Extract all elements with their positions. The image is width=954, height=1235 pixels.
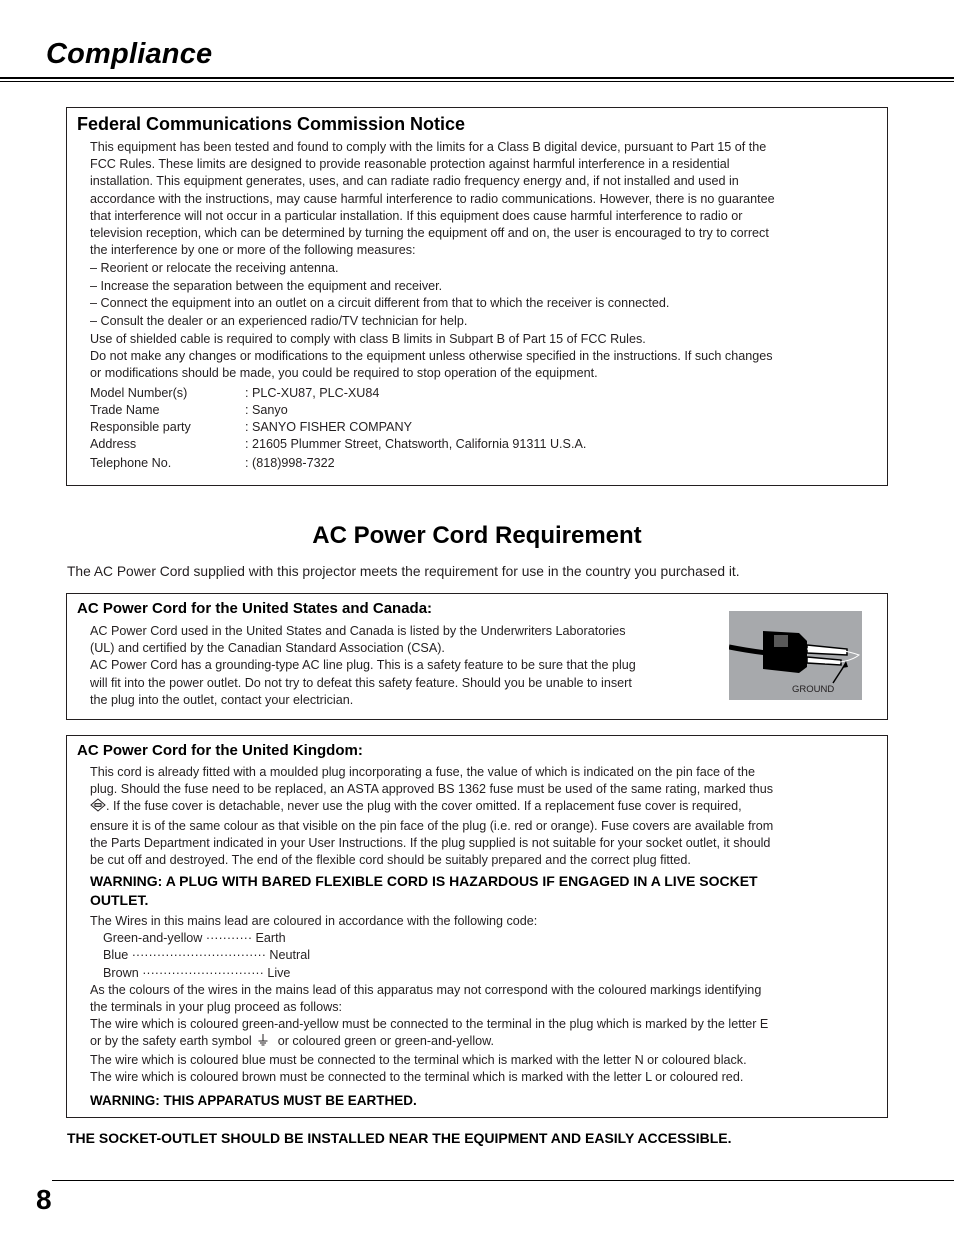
section-intro: The AC Power Cord supplied with this projector meets the requirement for use in the country you purchased it. <box>67 564 740 579</box>
info-value: : Sanyo <box>245 403 288 417</box>
us-cord-text <box>90 623 636 709</box>
info-value: : (818)998-7322 <box>245 456 335 470</box>
section-title: AC Power Cord Requirement <box>312 522 642 549</box>
page-number: 8 <box>36 1184 52 1215</box>
grounded-plug-image <box>729 611 862 700</box>
fcc-measures-list <box>90 260 669 330</box>
fcc-intro-line: installation. This equipment generates, uses, and can radiate radio frequency energy and, if not installed and used in <box>90 174 739 189</box>
uk-line: the terminals in your plug proceed as follows: <box>90 1000 343 1015</box>
uk-warning-earthed: WARNING: THIS APPARATUS MUST BE EARTHED. <box>90 1093 417 1108</box>
info-value: : 21605 Plummer Street, Chatsworth, California 91311 U.S.A. <box>245 437 587 451</box>
fcc-note-line: or modifications should be made, you could be required to stop operation of the equipment. <box>90 366 598 381</box>
uk-line: plug. Should the fuse need to be replaced, an ASTA approved BS 1362 fuse must be used of the same rating, marked thus <box>90 782 774 797</box>
page-title: Compliance <box>46 38 213 70</box>
info-label: Responsible party <box>90 420 191 434</box>
fcc-notes <box>90 331 773 383</box>
warning-line: WARNING: A PLUG WITH BARED FLEXIBLE CORD IS HAZARDOUS IF ENGAGED IN A LIVE SOCKET <box>90 873 758 889</box>
uk-warning-bared-cord <box>90 872 758 910</box>
fcc-note-line: Do not make any changes or modifications to the equipment unless otherwise specified in the instructions. If such changes <box>90 349 773 364</box>
us-cord-line: (UL) and certified by the Canadian Standard Association (CSA). <box>90 641 445 656</box>
list-item: Brown ····························· Live <box>103 965 291 980</box>
fcc-intro <box>90 139 775 259</box>
us-cord-line: AC Power Cord used in the United States and Canada is listed by the Underwriters Laboratories <box>90 624 626 638</box>
info-label: Address <box>90 437 137 451</box>
fcc-intro-line: FCC Rules. These limits are designed to provide reasonable protection against harmful interference in a residential <box>90 157 730 172</box>
uk-wires-text <box>90 913 768 1086</box>
uk-earth-text-before: or by the safety earth symbol <box>90 1034 252 1049</box>
fcc-notice-box <box>66 107 888 486</box>
uk-line: The wire which is coloured green-and-yellow must be connected to the terminal in the plug which is marked by the letter E <box>90 1017 769 1032</box>
uk-cord-title: AC Power Cord for the United Kingdom: <box>77 742 363 759</box>
info-value: : PLC-XU87, PLC-XU84 <box>245 386 380 400</box>
footer-rule <box>52 1180 954 1181</box>
warning-line: OUTLET. <box>90 892 149 908</box>
info-label: Trade Name <box>90 403 160 417</box>
uk-line: be cut off and destroyed. The end of the flexible cord should be suitably prepared and the correct plug fitted. <box>90 853 691 868</box>
us-cord-title: AC Power Cord for the United States and Canada: <box>77 600 433 617</box>
uk-line: The wire which is coloured blue must be connected to the terminal which is marked with the letter N or coloured black. <box>90 1052 747 1067</box>
fcc-intro-line: accordance with the instructions, may cause harmful interference to radio communications. However, there is no guarantee <box>90 191 775 206</box>
fcc-intro-line: the interference by one or more of the following measures: <box>90 243 416 258</box>
uk-earth-text-after: or coloured green or green-and-yellow. <box>277 1034 495 1049</box>
uk-line: ensure it is of the same colour as that visible on the pin face of the plug (i.e. red or orange). Fuse covers are available from <box>90 818 774 833</box>
list-item: – Reorient or relocate the receiving antenna. <box>90 261 339 275</box>
us-cord-box <box>66 593 888 720</box>
fcc-note-line: Use of shielded cable is required to comply with class B limits in Subpart B of Part 15 of FCC Rules. <box>90 332 646 346</box>
uk-line: As the colours of the wires in the mains lead of this apparatus may not correspond with the coloured markings identifying <box>90 982 762 997</box>
info-label: Model Number(s) <box>90 386 188 400</box>
uk-earth-line <box>90 1033 768 1051</box>
us-cord-line: will fit into the power outlet. Do not try to defeat this safety feature. Should you be unable to insert <box>90 675 632 690</box>
fuse-symbol-icon <box>90 798 106 817</box>
fcc-intro-line: This equipment has been tested and found to comply with the limits for a Class B digital device, pursuant to Part 15 of the <box>90 140 767 154</box>
wire-colour-list <box>90 930 768 982</box>
info-value: : SANYO FISHER COMPANY <box>245 420 413 434</box>
socket-outlet-notice: THE SOCKET-OUTLET SHOULD BE INSTALLED NEAR THE EQUIPMENT AND EASILY ACCESSIBLE. <box>67 1130 732 1146</box>
uk-wires-intro: The Wires in this mains lead are coloured in accordance with the following code: <box>90 914 538 928</box>
header-rule-thin <box>0 81 954 82</box>
uk-cord-box <box>66 735 888 1118</box>
uk-cord-text <box>90 764 773 869</box>
uk-fuse-text: . If the fuse cover is detachable, never use the plug with the cover omitted. If a replacement fuse cover is required, <box>106 799 742 814</box>
uk-line: The wire which is coloured brown must be connected to the terminal which is marked with the letter L or coloured red. <box>90 1069 744 1084</box>
list-item: Blue ································ Neutral <box>103 948 311 963</box>
list-item: Green-and-yellow ··········· Earth <box>103 931 286 946</box>
uk-fuse-line <box>90 798 773 817</box>
header-rule <box>0 77 954 79</box>
us-cord-line: AC Power Cord has a grounding-type AC line plug. This is a safety feature to be sure that the plug <box>90 658 636 673</box>
list-item: – Consult the dealer or an experienced radio/TV technician for help. <box>90 313 468 328</box>
us-cord-line: the plug into the outlet, contact your electrician. <box>90 692 354 707</box>
fcc-intro-line: television reception, which can be determined by turning the equipment off and on, the user is encouraged to try to correct <box>90 226 769 241</box>
fcc-title: Federal Communications Commission Notice <box>77 114 466 134</box>
list-item: – Connect the equipment into an outlet on a circuit different from that to which the receiver is connected. <box>90 296 670 310</box>
fcc-intro-line: that interference will not occur in a particular installation. If this equipment does cause harmful interference to radio or <box>90 208 743 223</box>
list-item: – Increase the separation between the equipment and receiver. <box>90 278 443 293</box>
earth-symbol-icon <box>258 1034 268 1051</box>
uk-line: the Parts Department indicated in your User Instructions. If the plug supplied is not suitable for your socket outlet, it should <box>90 835 771 850</box>
uk-line: This cord is already fitted with a moulded plug incorporating a fuse, the value of which is indicated on the pin face of the <box>90 765 756 779</box>
info-label: Telephone No. <box>90 456 172 470</box>
ground-label: GROUND <box>792 684 835 695</box>
